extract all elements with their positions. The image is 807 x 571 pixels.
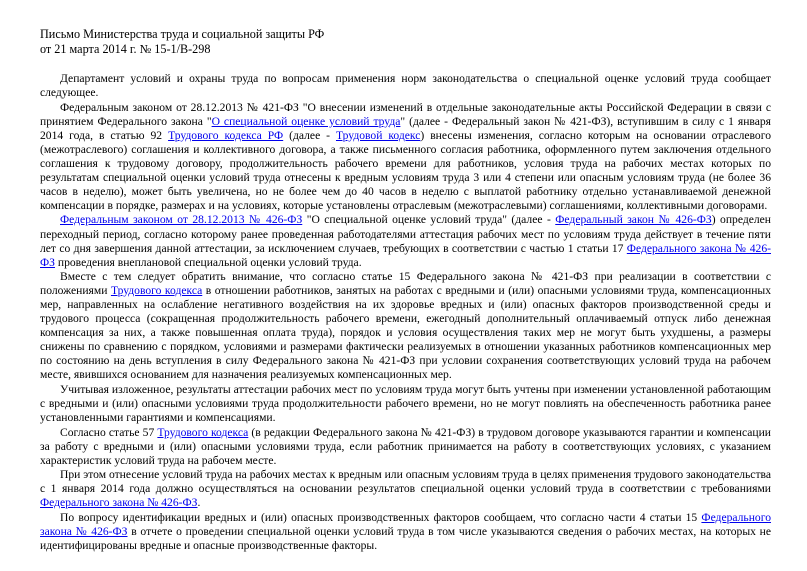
- document-link[interactable]: Трудового кодекса РФ: [168, 128, 284, 142]
- document-link[interactable]: Трудового кодекса: [157, 425, 249, 439]
- document-date-number: от 21 марта 2014 г. № 15-1/В-298: [40, 42, 211, 56]
- paragraph: [40, 511, 771, 553]
- paragraph: [40, 468, 771, 510]
- paragraph-text: " (далее - Федеральный закон № 421-ФЗ), вступившим в силу с 1 января 2014 года, в статью 92: [40, 114, 771, 142]
- paragraph-text: "О специальной оценке условий труда" (далее -: [302, 213, 556, 227]
- document-link[interactable]: Федерального закона № 426-ФЗ: [40, 510, 771, 538]
- paragraph: [40, 72, 771, 100]
- document-link[interactable]: О специальной оценке условий труда: [211, 114, 401, 128]
- paragraph-text: (в редакции Федерального закона № 421-ФЗ) в трудовом договоре указываются гарантии и компенсации за работу с вредными и (или) опасными условиями труда, если работник принимается на работу в соответствующих условиях, с указанием характеристик условий труда на рабочем месте.: [40, 425, 771, 467]
- paragraph-text: проведения внеплановой специальной оценки условий труда.: [54, 255, 362, 269]
- paragraph: [40, 270, 771, 382]
- paragraph-text: ) внесены изменения, согласно которым на основании отраслевого (межотраслевого) соглашения и коллективного договора, а также письменного согласия работника, оформленного путем заключения отдельного соглашения к трудовому договору, продолжительность рабочего времени для работников, условия труда на рабочих местах которых по результатам специальной оценки условий труда отнесены к вредным условиям труда 3 или 4 степени или опасным условиям труда (не более 36 часов в неделю), может быть увеличена, но не более чем до 40 часов в неделю с выплатой работнику отдельно устанавливаемой денежной компенсации в порядке, размерах и на условиях, которые установлены отраслевым (межотраслевыми) соглашениями, коллективными договорами.: [40, 128, 771, 212]
- paragraph-text: в отчете о проведении специальной оценки условий труда в том числе указываются сведения о рабочих местах, на которых не идентифицированы вредные и опасные производственные факторы.: [40, 525, 771, 553]
- document-link[interactable]: Трудовой кодекс: [335, 128, 421, 142]
- document-link[interactable]: Трудового кодекса: [110, 284, 203, 298]
- document-header: [40, 27, 771, 57]
- paragraph-text: ) определен переходный период, согласно которому ранее проведенная работодателями аттестация рабочих мест по условиям труда действует в течение пяти лет со дня завершения данной аттестации, за исключением случаев, требующих в соответствии с частью 1 статьи 17: [40, 213, 771, 255]
- document-title: Письмо Министерства труда и социальной защиты РФ: [40, 27, 325, 41]
- paragraph-text: Федеральным законом от 28.12.2013 № 421-ФЗ "О внесении изменений в отдельные законодательные акты Российской Федерации в связи с принятием Федерального закона ": [40, 100, 771, 128]
- paragraph-text: Согласно статье 57: [60, 425, 158, 439]
- paragraph-text: Вместе с тем следует обратить внимание, что согласно статье 15 Федерального закона № 421-ФЗ при реализации в соответствии с положениями: [40, 270, 771, 298]
- paragraph: [40, 101, 771, 213]
- document-link[interactable]: Федеральный закон № 426-ФЗ: [555, 213, 712, 227]
- document-body: [40, 72, 771, 553]
- paragraph-text: По вопросу идентификации вредных и (или) опасных производственных факторов сообщаем, что согласно части 4 статьи 15: [60, 510, 702, 524]
- paragraph: [40, 426, 771, 468]
- paragraph-text: в отношении работников, занятых на работах с вредными и (или) опасными условиями труда, компенсационных мер, направленных на ослабление негативного воздействия на их здоровье вредных и (или) опасных факторов производственной среды и трудового процесса (сокращенная продолжительность рабочего времени, ежегодный дополнительный оплачиваемый отпуск либо денежная компенсация за них, а также повышенная оплата труда), порядок и условия осуществления таких мер не могут быть ухудшены, а размеры снижены по сравнению с порядком, условиями и размерами фактически реализуемых в отношении указанных работников компенсационных мер по состоянию на день вступления в силу Федерального закона № 421-ФЗ при условии сохранения соответствующих условий труда на рабочем месте, явившихся основанием для назначения реализуемых компенсационных мер.: [40, 284, 772, 382]
- paragraph-text: (далее -: [283, 128, 336, 142]
- paragraph-text: При этом отнесение условий труда на рабочих местах к вредным или опасным условиям труда в целях применения трудового законодательства с 1 января 2014 года должно осуществляться на основании результатов специальной оценки условий труда в соответствии с требованиями: [40, 468, 771, 496]
- paragraph-text: Учитывая изложенное, результаты аттестации рабочих мест по условиям труда могут быть учтены при изменении установленной работающим с вредными и (или) опасными условиями труда продолжительности рабочего времени, но не могут повлиять на обеспеченность работника ранее установленными гарантиями и компенсациями.: [40, 383, 771, 425]
- document-link[interactable]: Федеральным законом от 28.12.2013 № 426-ФЗ: [60, 213, 303, 227]
- document-link[interactable]: Федерального закона № 426-ФЗ: [40, 496, 198, 510]
- paragraph-text: Департамент условий и охраны труда по вопросам применения норм законодательства о специальной оценке условий труда сообщает следующее.: [40, 72, 771, 100]
- paragraph: [40, 383, 771, 425]
- paragraph-text: .: [197, 496, 201, 510]
- paragraph: [40, 213, 771, 269]
- document-link[interactable]: Федерального закона № 426-ФЗ: [40, 241, 771, 269]
